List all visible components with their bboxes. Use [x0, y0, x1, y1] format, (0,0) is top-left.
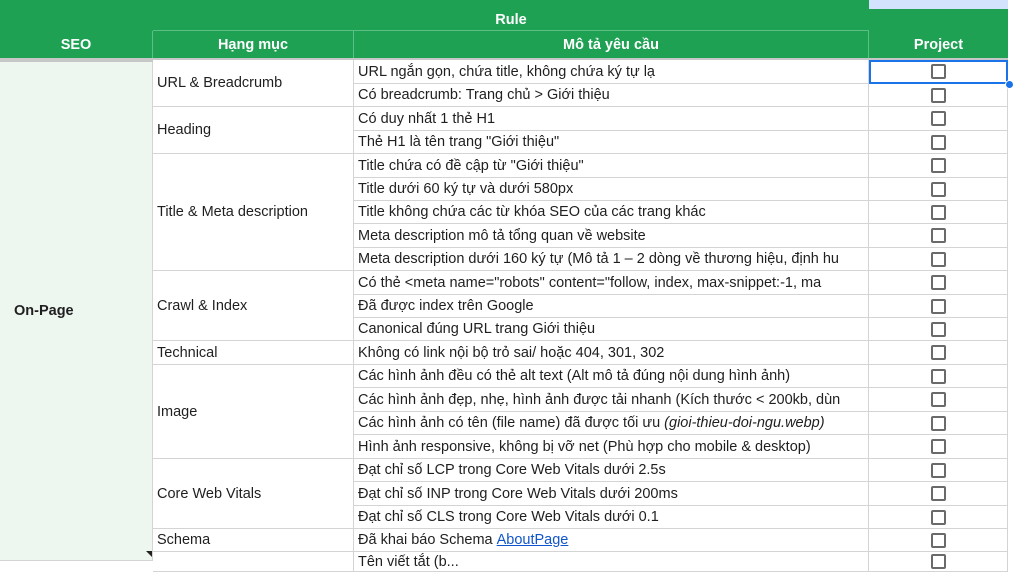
project-cell[interactable] [869, 248, 1008, 271]
description-cell[interactable] [354, 341, 869, 365]
project-cell[interactable] [869, 388, 1008, 412]
project-cell[interactable] [869, 529, 1008, 552]
description-text: Các hình ảnh đẹp, nhẹ, hình ảnh được tải nhanh (Kích thước < 200kb, dùn [358, 391, 841, 408]
column-highlight [869, 0, 1008, 9]
description-text: Có duy nhất 1 thẻ H1 [358, 110, 496, 127]
checkbox[interactable] [931, 439, 946, 454]
description-text: Tên viết tắt (b... [358, 553, 459, 570]
checkbox[interactable] [931, 369, 946, 384]
checkbox[interactable] [931, 463, 946, 478]
project-cell[interactable] [869, 341, 1008, 365]
category-label: Crawl & Index [157, 297, 248, 314]
description-text: Canonical đúng URL trang Giới thiệu [358, 321, 596, 337]
header-seo: SEO [0, 31, 153, 58]
header-blank-project [869, 9, 1008, 31]
category-label: URL & Breadcrumb [157, 75, 283, 91]
checkbox[interactable] [931, 88, 946, 103]
category-cell[interactable] [153, 459, 354, 529]
header-rule: Rule [153, 9, 869, 31]
description-text: Đạt chỉ số CLS trong Core Web Vitals dưới 0.1 [358, 509, 659, 525]
description-text: Có breadcrumb: Trang chủ > Giới thiệu [358, 87, 610, 103]
checkbox[interactable] [931, 510, 946, 525]
category-label: Technical [157, 344, 218, 361]
description-text: URL ngắn gọn, chứa title, không chứa ký tự lạ [358, 63, 655, 80]
checkbox[interactable] [931, 252, 946, 267]
project-cell[interactable] [869, 178, 1008, 201]
cell-note-indicator [146, 551, 152, 557]
description-text: Đã khai báo Schema [358, 532, 493, 548]
seo-group-cell[interactable] [0, 62, 153, 561]
checkbox[interactable] [931, 111, 946, 126]
description-cell[interactable] [354, 271, 869, 295]
category-cell[interactable] [153, 529, 354, 552]
project-cell[interactable] [869, 201, 1008, 224]
header-rule-top [153, 0, 869, 9]
project-cell[interactable] [869, 506, 1008, 529]
project-cell[interactable] [869, 224, 1008, 248]
project-cell[interactable] [869, 552, 1008, 572]
description-text: Các hình ảnh có tên (file name) đã được tối ưu [358, 415, 661, 431]
category-cell[interactable] [153, 60, 354, 107]
header-category: Hạng mục [153, 31, 354, 58]
description-cell[interactable] [354, 388, 869, 412]
project-cell[interactable] [869, 154, 1008, 178]
description-cell[interactable] [354, 552, 869, 572]
description-text: Meta description dưới 160 ký tự (Mô tả 1 – 2 dòng về thương hiệu, định hu [358, 251, 839, 267]
project-cell[interactable] [869, 131, 1008, 154]
description-cell[interactable] [354, 178, 869, 201]
project-cell[interactable] [869, 295, 1008, 318]
description-cell[interactable] [354, 482, 869, 506]
description-cell[interactable] [354, 201, 869, 224]
description-cell[interactable] [354, 529, 869, 552]
checkbox[interactable] [931, 533, 946, 548]
category-label: Heading [157, 122, 212, 138]
project-cell[interactable] [869, 271, 1008, 295]
description-text: Đạt chỉ số LCP trong Core Web Vitals dưới 2.5s [358, 462, 666, 478]
checkbox[interactable] [931, 158, 946, 173]
checkbox[interactable] [931, 345, 946, 360]
description-text: Title không chứa các từ khóa SEO của các trang khác [358, 204, 706, 220]
project-cell[interactable] [869, 318, 1008, 341]
category-label: Core Web Vitals [157, 485, 262, 502]
header-description: Mô tả yêu cầu [354, 31, 869, 58]
project-cell[interactable] [869, 435, 1008, 459]
image-filename-example: (gioi-thieu-doi-ngu.webp) [664, 415, 825, 431]
description-text: Title dưới 60 ký tự và dưới 580px [358, 181, 574, 197]
description-text: Có thẻ <meta name="robots" content="follow, index, max-snippet:-1, ma [358, 274, 822, 291]
description-text: Title chứa có đề cập từ "Giới thiệu" [358, 157, 584, 174]
checkbox[interactable] [931, 135, 946, 150]
checkbox[interactable] [931, 416, 946, 431]
checkbox[interactable] [931, 205, 946, 220]
description-cell[interactable] [354, 435, 869, 459]
description-cell[interactable] [354, 60, 869, 84]
description-cell[interactable] [354, 131, 869, 154]
checkbox[interactable] [931, 392, 946, 407]
description-text: Thẻ H1 là tên trang "Giới thiệu" [358, 134, 560, 150]
description-cell[interactable] [354, 318, 869, 341]
checkbox[interactable] [931, 486, 946, 501]
category-label: Title & Meta description [157, 204, 308, 220]
checkbox[interactable] [931, 182, 946, 197]
category-cell[interactable] [153, 271, 354, 341]
description-text: Đã được index trên Google [358, 298, 534, 314]
description-cell[interactable] [354, 248, 869, 271]
description-cell[interactable] [354, 224, 869, 248]
project-cell[interactable] [869, 84, 1008, 107]
description-cell[interactable] [354, 295, 869, 318]
header-blank-seo [0, 0, 153, 31]
checkbox[interactable] [931, 299, 946, 314]
description-cell[interactable] [354, 107, 869, 131]
description-cell[interactable] [354, 412, 869, 435]
description-cell[interactable] [354, 365, 869, 388]
project-cell[interactable] [869, 459, 1008, 482]
project-cell[interactable] [869, 365, 1008, 388]
description-cell[interactable] [354, 154, 869, 178]
checkbox[interactable] [931, 275, 946, 290]
header-project: Project [869, 31, 1008, 58]
category-cell[interactable] [153, 107, 354, 154]
checkbox[interactable] [931, 322, 946, 337]
category-cell[interactable] [153, 154, 354, 271]
category-cell[interactable] [153, 341, 354, 365]
selected-cell-outline[interactable] [869, 60, 1008, 84]
category-cell[interactable] [153, 365, 354, 459]
category-cell[interactable] [153, 552, 354, 572]
description-text: Đạt chỉ số INP trong Core Web Vitals dưới 200ms [358, 485, 678, 502]
schema-link[interactable]: AboutPage [496, 532, 569, 548]
checkbox[interactable] [931, 228, 946, 243]
description-text: Hình ảnh responsive, không bị vỡ net (Phù hợp cho mobile & desktop) [358, 438, 811, 455]
category-label: Schema [157, 532, 211, 548]
description-text: Các hình ảnh đều có thẻ alt text (Alt mô tả đúng nội dung hình ảnh) [358, 368, 791, 384]
seo-group-label: On-Page [14, 303, 74, 319]
description-cell[interactable] [354, 459, 869, 482]
project-cell[interactable] [869, 412, 1008, 435]
project-cell[interactable] [869, 482, 1008, 506]
description-cell[interactable] [354, 506, 869, 529]
description-text: Meta description mô tả tổng quan về website [358, 227, 646, 244]
category-label: Image [157, 403, 198, 420]
project-cell[interactable] [869, 107, 1008, 131]
fill-handle[interactable] [1005, 80, 1014, 89]
description-cell[interactable] [354, 84, 869, 107]
description-text: Không có link nội bộ trỏ sai/ hoặc 404, 301, 302 [358, 344, 665, 361]
checkbox[interactable] [931, 554, 946, 569]
